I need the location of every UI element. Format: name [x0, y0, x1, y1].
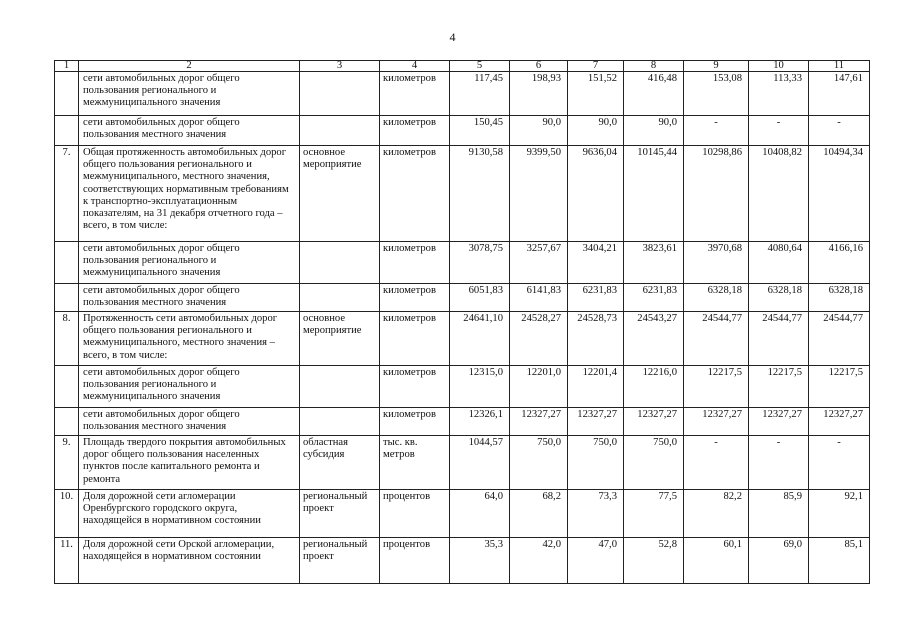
column-header: 5 — [450, 61, 510, 72]
row-number — [55, 72, 79, 116]
value-cell: 151,52 — [568, 72, 624, 116]
row-number: 8. — [55, 312, 79, 366]
value-cell: 92,1 — [809, 490, 870, 538]
value-cell: 6231,83 — [624, 284, 684, 312]
activity-type — [300, 116, 380, 146]
value-cell: 750,0 — [624, 436, 684, 490]
value-cell: 90,0 — [624, 116, 684, 146]
value-cell: 90,0 — [510, 116, 568, 146]
table-row — [55, 146, 870, 242]
value-cell: 3404,21 — [568, 242, 624, 284]
value-cell: 147,61 — [809, 72, 870, 116]
value-cell: 12201,4 — [568, 366, 624, 408]
activity-type — [300, 242, 380, 284]
value-cell: 12217,5 — [684, 366, 749, 408]
activity-type: региональный проект — [300, 490, 380, 538]
unit-cell: километров — [380, 312, 450, 366]
value-cell: 12201,0 — [510, 366, 568, 408]
value-cell: 6051,83 — [450, 284, 510, 312]
value-cell: 3970,68 — [684, 242, 749, 284]
value-cell: 24641,10 — [450, 312, 510, 366]
row-number — [55, 408, 79, 436]
value-cell: 12217,5 — [809, 366, 870, 408]
value-cell: 9636,04 — [568, 146, 624, 242]
column-header: 3 — [300, 61, 380, 72]
value-cell: 9130,58 — [450, 146, 510, 242]
value-cell: 6328,18 — [809, 284, 870, 312]
unit-cell: километров — [380, 366, 450, 408]
value-cell: 117,45 — [450, 72, 510, 116]
unit-cell: километров — [380, 72, 450, 116]
activity-type: основное мероприятие — [300, 146, 380, 242]
value-cell: 750,0 — [510, 436, 568, 490]
value-cell: 153,08 — [684, 72, 749, 116]
column-header: 6 — [510, 61, 568, 72]
table-row — [55, 366, 870, 408]
activity-type — [300, 284, 380, 312]
row-number — [55, 366, 79, 408]
value-cell: 12217,5 — [749, 366, 809, 408]
activity-type: региональный проект — [300, 538, 380, 584]
value-cell: 12326,1 — [450, 408, 510, 436]
value-cell: 198,93 — [510, 72, 568, 116]
value-cell: 12327,27 — [749, 408, 809, 436]
value-cell: - — [749, 116, 809, 146]
value-cell: 69,0 — [749, 538, 809, 584]
table-row — [55, 284, 870, 312]
indicator-description: сети автомобильных дорог общего пользования регионального и межмуниципального значения — [79, 366, 300, 408]
value-cell: 90,0 — [568, 116, 624, 146]
value-cell: 4080,64 — [749, 242, 809, 284]
unit-cell: километров — [380, 408, 450, 436]
row-number — [55, 284, 79, 312]
value-cell: 73,3 — [568, 490, 624, 538]
value-cell: 12327,27 — [510, 408, 568, 436]
column-header: 11 — [809, 61, 870, 72]
value-cell: 416,48 — [624, 72, 684, 116]
column-header: 1 — [55, 61, 79, 72]
unit-cell: процентов — [380, 490, 450, 538]
value-cell: 3257,67 — [510, 242, 568, 284]
value-cell: 113,33 — [749, 72, 809, 116]
indicator-description: Доля дорожной сети агломерации Оренбургского городского округа, находящейся в нормативном состоянии — [79, 490, 300, 538]
table-row — [55, 72, 870, 116]
value-cell: 24544,77 — [749, 312, 809, 366]
unit-cell: тыс. кв. метров — [380, 436, 450, 490]
value-cell: - — [684, 116, 749, 146]
value-cell: 42,0 — [510, 538, 568, 584]
value-cell: 60,1 — [684, 538, 749, 584]
activity-type — [300, 366, 380, 408]
value-cell: - — [684, 436, 749, 490]
indicator-description: Общая протяженность автомобильных дорог общего пользования регионального и межмуниципального, местного значения, соответствующих нормативным требованиям к транспортно-эксплуатационным показателям, на 31 декабря отчетного года – всего, в том числе: — [79, 146, 300, 242]
column-header: 9 — [684, 61, 749, 72]
activity-type — [300, 408, 380, 436]
value-cell: 24528,73 — [568, 312, 624, 366]
indicator-description: сети автомобильных дорог общего пользования местного значения — [79, 408, 300, 436]
value-cell: 750,0 — [568, 436, 624, 490]
column-header: 4 — [380, 61, 450, 72]
indicator-description: Протяженность сети автомобильных дорог общего пользования регионального и межмуниципального, местного значения – всего, в том числе: — [79, 312, 300, 366]
table-row — [55, 312, 870, 366]
value-cell: 10408,82 — [749, 146, 809, 242]
value-cell: 12327,27 — [568, 408, 624, 436]
value-cell: 24544,77 — [809, 312, 870, 366]
value-cell: - — [809, 436, 870, 490]
table-row — [55, 490, 870, 538]
page-number: 4 — [449, 30, 456, 44]
unit-cell: километров — [380, 242, 450, 284]
value-cell: - — [749, 436, 809, 490]
activity-type: областная субсидия — [300, 436, 380, 490]
value-cell: 3823,61 — [624, 242, 684, 284]
table-row — [55, 436, 870, 490]
unit-cell: километров — [380, 116, 450, 146]
value-cell: 24544,77 — [684, 312, 749, 366]
indicator-description: сети автомобильных дорог общего пользования местного значения — [79, 116, 300, 146]
row-number: 10. — [55, 490, 79, 538]
indicator-description: Площадь твердого покрытия автомобильных дорог общего пользования населенных пунктов после капитального ремонта и ремонта — [79, 436, 300, 490]
value-cell: 10494,34 — [809, 146, 870, 242]
value-cell: 85,9 — [749, 490, 809, 538]
value-cell: 12327,27 — [624, 408, 684, 436]
value-cell: 6328,18 — [749, 284, 809, 312]
value-cell: 6141,83 — [510, 284, 568, 312]
value-cell: - — [809, 116, 870, 146]
indicator-table — [54, 60, 870, 584]
value-cell: 10298,86 — [684, 146, 749, 242]
column-header: 2 — [79, 61, 300, 72]
value-cell: 12216,0 — [624, 366, 684, 408]
unit-cell: процентов — [380, 538, 450, 584]
table-row — [55, 408, 870, 436]
value-cell: 68,2 — [510, 490, 568, 538]
value-cell: 12327,27 — [809, 408, 870, 436]
activity-type — [300, 72, 380, 116]
value-cell: 9399,50 — [510, 146, 568, 242]
value-cell: 85,1 — [809, 538, 870, 584]
indicator-description: Доля дорожной сети Орской агломерации, находящейся в нормативном состоянии — [79, 538, 300, 584]
unit-cell: километров — [380, 284, 450, 312]
value-cell: 47,0 — [568, 538, 624, 584]
column-header: 8 — [624, 61, 684, 72]
row-number: 7. — [55, 146, 79, 242]
value-cell: 24543,27 — [624, 312, 684, 366]
table-row — [55, 116, 870, 146]
value-cell: 64,0 — [450, 490, 510, 538]
indicator-description: сети автомобильных дорог общего пользования местного значения — [79, 284, 300, 312]
row-number — [55, 116, 79, 146]
value-cell: 82,2 — [684, 490, 749, 538]
value-cell: 52,8 — [624, 538, 684, 584]
row-number: 11. — [55, 538, 79, 584]
value-cell: 6328,18 — [684, 284, 749, 312]
value-cell: 77,5 — [624, 490, 684, 538]
table-row — [55, 538, 870, 584]
value-cell: 3078,75 — [450, 242, 510, 284]
table-row — [55, 242, 870, 284]
value-cell: 150,45 — [450, 116, 510, 146]
unit-cell: километров — [380, 146, 450, 242]
value-cell: 12327,27 — [684, 408, 749, 436]
row-number — [55, 242, 79, 284]
value-cell: 24528,27 — [510, 312, 568, 366]
column-header: 7 — [568, 61, 624, 72]
indicator-description: сети автомобильных дорог общего пользования регионального и межмуниципального значения — [79, 242, 300, 284]
value-cell: 4166,16 — [809, 242, 870, 284]
header-row — [55, 61, 870, 72]
indicator-description: сети автомобильных дорог общего пользования регионального и межмуниципального значения — [79, 72, 300, 116]
value-cell: 10145,44 — [624, 146, 684, 242]
column-header: 10 — [749, 61, 809, 72]
value-cell: 6231,83 — [568, 284, 624, 312]
row-number: 9. — [55, 436, 79, 490]
value-cell: 1044,57 — [450, 436, 510, 490]
value-cell: 35,3 — [450, 538, 510, 584]
value-cell: 12315,0 — [450, 366, 510, 408]
activity-type: основное мероприятие — [300, 312, 380, 366]
